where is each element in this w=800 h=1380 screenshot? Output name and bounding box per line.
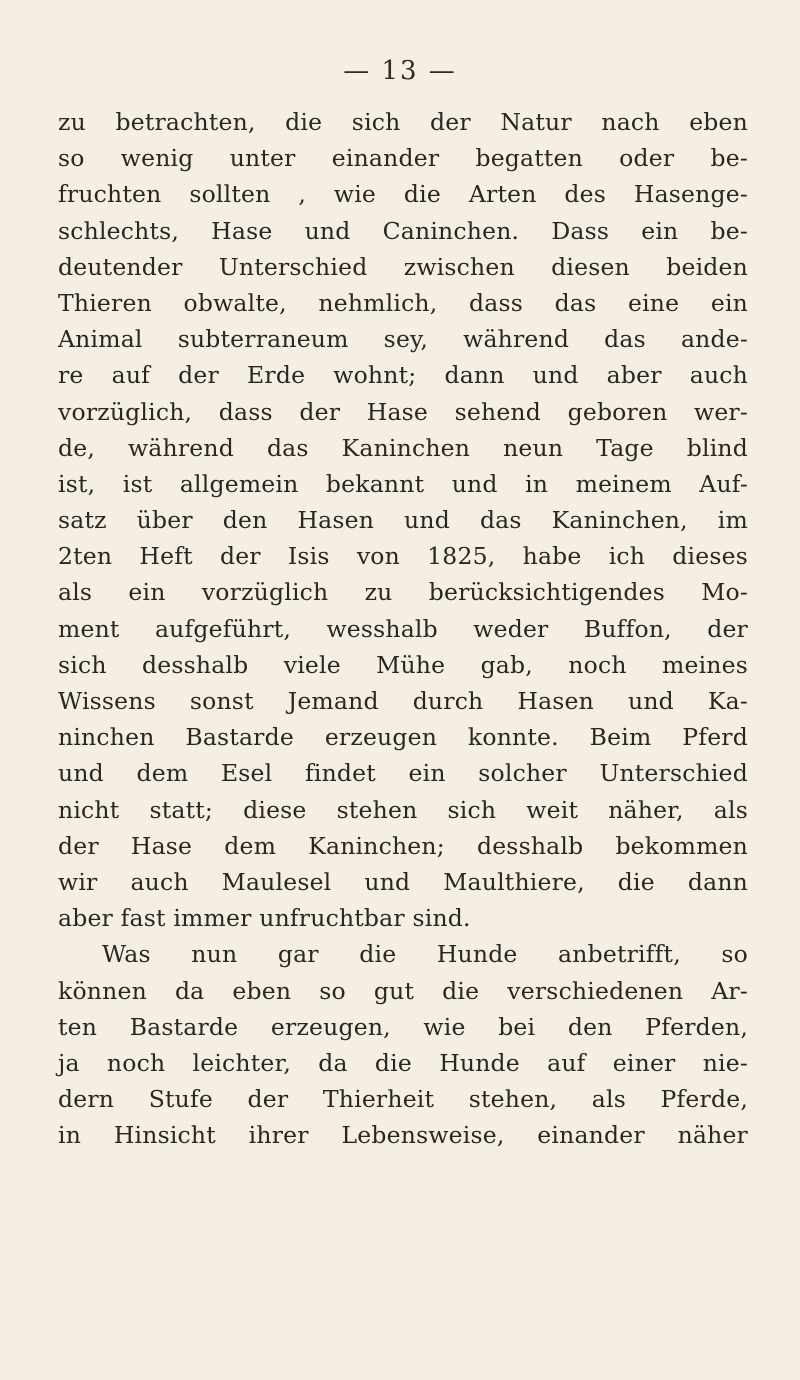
page-number: — 13 — bbox=[343, 56, 457, 86]
text-line: ten Bastarde erzeugen, wie bei den Pferden, bbox=[58, 1012, 748, 1041]
text-line: als ein vorzüglich zu berücksichtigendes Mo- bbox=[58, 578, 748, 607]
text-line: satz über den Hasen und das Kaninchen, im bbox=[58, 506, 748, 535]
text-line: schlechts, Hase und Caninchen. Dass ein be- bbox=[58, 216, 748, 245]
text-line: deutender Unterschied zwischen diesen beiden bbox=[58, 252, 748, 281]
text-line: der Hase dem Kaninchen; desshalb bekommen bbox=[58, 831, 748, 860]
text-line: ja noch leichter, da die Hunde auf einer nie- bbox=[58, 1048, 748, 1077]
text-line: Thieren obwalte, nehmlich, dass das eine ein bbox=[58, 288, 748, 317]
text-line: Was nun gar die Hunde anbetrifft, so bbox=[102, 940, 748, 969]
text-line: de, während das Kaninchen neun Tage blind bbox=[58, 433, 748, 462]
text-line: vorzüglich, dass der Hase sehend geboren wer- bbox=[58, 397, 748, 426]
text-line: ninchen Bastarde erzeugen konnte. Beim Pferd bbox=[58, 723, 748, 752]
text-line: sich desshalb viele Mühe gab, noch meines bbox=[58, 650, 748, 679]
text-line: dern Stufe der Thierheit stehen, als Pferde, bbox=[58, 1085, 748, 1114]
text-line: Wissens sonst Jemand durch Hasen und Ka- bbox=[58, 687, 748, 715]
text-line: re auf der Erde wohnt; dann und aber auch bbox=[58, 361, 748, 390]
text-line: Animal subterraneum sey, während das ande- bbox=[58, 325, 748, 354]
text-line: 2ten Heft der Isis von 1825, habe ich dieses bbox=[58, 542, 748, 571]
text-line: aber fast immer unfruchtbar sind. bbox=[58, 904, 471, 933]
text-line: ist, ist allgemein bekannt und in meinem Auf- bbox=[58, 469, 748, 498]
text-line: ment aufgeführt, wesshalb weder Buffon, der bbox=[58, 614, 748, 643]
text-line: so wenig unter einander begatten oder be- bbox=[58, 144, 748, 173]
text-line: können da eben so gut die verschiedenen Ar- bbox=[58, 976, 748, 1005]
body-text bbox=[58, 104, 748, 1153]
text-line: und dem Esel findet ein solcher Unterschied bbox=[58, 759, 748, 788]
text-line: fruchten sollten , wie die Arten des Hasenge- bbox=[58, 180, 748, 209]
text-line: nicht statt; diese stehen sich weit näher, als bbox=[58, 795, 748, 824]
text-line: zu betrachten, die sich der Natur nach eben bbox=[58, 108, 748, 136]
text-line: in Hinsicht ihrer Lebensweise, einander näher bbox=[58, 1121, 748, 1150]
text-line: wir auch Maulesel und Maulthiere, die dann bbox=[58, 867, 748, 896]
